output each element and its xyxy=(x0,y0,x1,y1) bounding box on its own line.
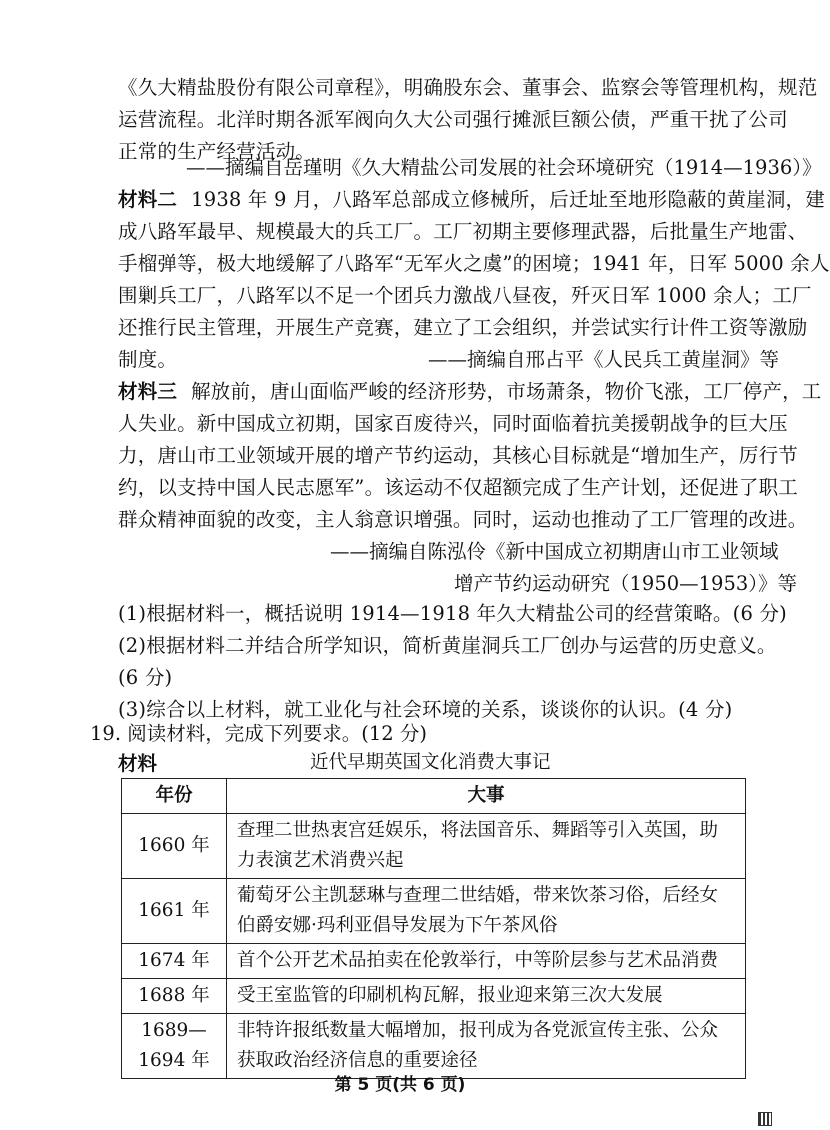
row-event: 首个公开艺术品拍卖在伦敦举行，中等阶层参与艺术品消费 xyxy=(227,944,746,979)
text-line: 正常的生产经营活动。 xyxy=(118,140,316,163)
table-title: 近代早期英国文化消费大事记 xyxy=(310,752,551,773)
row-year: 1661 年 xyxy=(122,879,227,944)
question-19-heading: 19. 阅读材料，完成下列要求。(12 分) xyxy=(90,722,427,745)
row-event: 查理二世热衷宫廷娱乐，将法国音乐、舞蹈等引入英国，助力表演艺术消费兴起 xyxy=(227,814,746,879)
row-event: 受王室监管的印刷机构瓦解，报业迎来第三次大发展 xyxy=(227,979,746,1014)
page-footer: 第 5 页(共 6 页) xyxy=(334,1075,466,1095)
material2-label: 材料二 xyxy=(118,188,178,211)
text-line: 成八路军最早、规模最大的兵工厂。工厂初期主要修理武器，后批量生产地雷、 xyxy=(118,220,808,243)
header-event: 大事 xyxy=(227,779,746,814)
table-row xyxy=(122,814,746,879)
material3-source-line2: 增产节约运动研究（1950—1953）》等 xyxy=(454,572,798,595)
row-year: 1688 年 xyxy=(122,979,227,1014)
row-year: 1689—1694 年 xyxy=(122,1014,227,1079)
question-2-score: (6 分) xyxy=(118,666,173,689)
question-2: (2)根据材料二并结合所学知识，简析黄崖洞兵工厂创办与运营的历史意义。 xyxy=(118,634,777,657)
text-line: 约，以支持中国人民志愿军”。该运动不仅超额完成了生产计划，还促进了职工 xyxy=(118,476,798,499)
text-line: 人失业。新中国成立初期，国家百废待兴，同时面临着抗美援朝战争的巨大压 xyxy=(118,412,788,435)
material3-label: 材料三 xyxy=(118,380,178,403)
events-table xyxy=(121,778,746,1079)
text-line: 力，唐山市工业领域开展的增产节约运动，其核心目标就是“增加生产，厉行节 xyxy=(118,444,798,467)
table-row xyxy=(122,1014,746,1079)
text-line: 制度。 xyxy=(118,348,178,371)
table-row xyxy=(122,944,746,979)
row-event: 非特许报纸数量大幅增加，报刊成为各党派宣传主张、公众获取政治经济信息的重要途径 xyxy=(227,1014,746,1079)
material1-source: ——摘编自岳瑾明《久大精盐公司发展的社会环境研究（1914—1936）》 xyxy=(186,156,822,179)
text-line: 群众精神面貌的改变，主人翁意识增强。同时，运动也推动了工厂管理的改进。 xyxy=(118,508,808,531)
row-year: 1660 年 xyxy=(122,814,227,879)
row-event: 葡萄牙公主凯瑟琳与查理二世结婚，带来饮茶习俗，后经女伯爵安娜·玛利亚倡导发展为下午茶风俗 xyxy=(227,879,746,944)
question-1: (1)根据材料一，概括说明 1914—1918 年久大精盐公司的经营策略。(6 分) xyxy=(118,602,787,625)
table-header-row xyxy=(122,779,746,814)
material3 xyxy=(118,376,822,536)
material2-source: ——摘编自邢占平《人民兵工黄崖洞》等 xyxy=(428,348,780,371)
text-line: 运营流程。北洋时期各派军阀向久大公司强行摊派巨额公债，严重干扰了公司 xyxy=(118,108,788,131)
text-line: 《久大精盐股份有限公司章程》，明确股东会、董事会、监察会等管理机构，规范 xyxy=(118,76,818,99)
header-year: 年份 xyxy=(122,779,227,814)
q19-material-label: 材料 xyxy=(118,752,158,775)
table-row xyxy=(122,979,746,1014)
qr-code-icon xyxy=(758,1112,772,1126)
table-row xyxy=(122,879,746,944)
row-year: 1674 年 xyxy=(122,944,227,979)
text-line: 还推行民主管理，开展生产竞赛，建立了工会组织，并尝试实行计件工资等激励 xyxy=(118,316,808,339)
text-line: 围剿兵工厂，八路军以不足一个团兵力激战八昼夜，歼灭日军 1000 余人；工厂 xyxy=(118,284,812,307)
questions xyxy=(118,598,787,726)
material3-source-line1: ——摘编自陈泓伶《新中国成立初期唐山市工业领域 xyxy=(330,540,779,563)
text-line: 1938 年 9 月，八路军总部成立修械所，后迁址至地形隐蔽的黄崖洞，建 xyxy=(191,188,825,211)
text-line: 解放前，唐山面临严峻的经济形势，市场萧条，物价飞涨，工厂停产，工 xyxy=(191,380,822,403)
text-line: 手榴弹等，极大地缓解了八路军“无军火之虞”的困境；1941 年，日军 5000 余人 xyxy=(118,252,830,275)
question-3: (3)综合以上材料，就工业化与社会环境的关系，谈谈你的认识。(4 分) xyxy=(118,698,733,721)
